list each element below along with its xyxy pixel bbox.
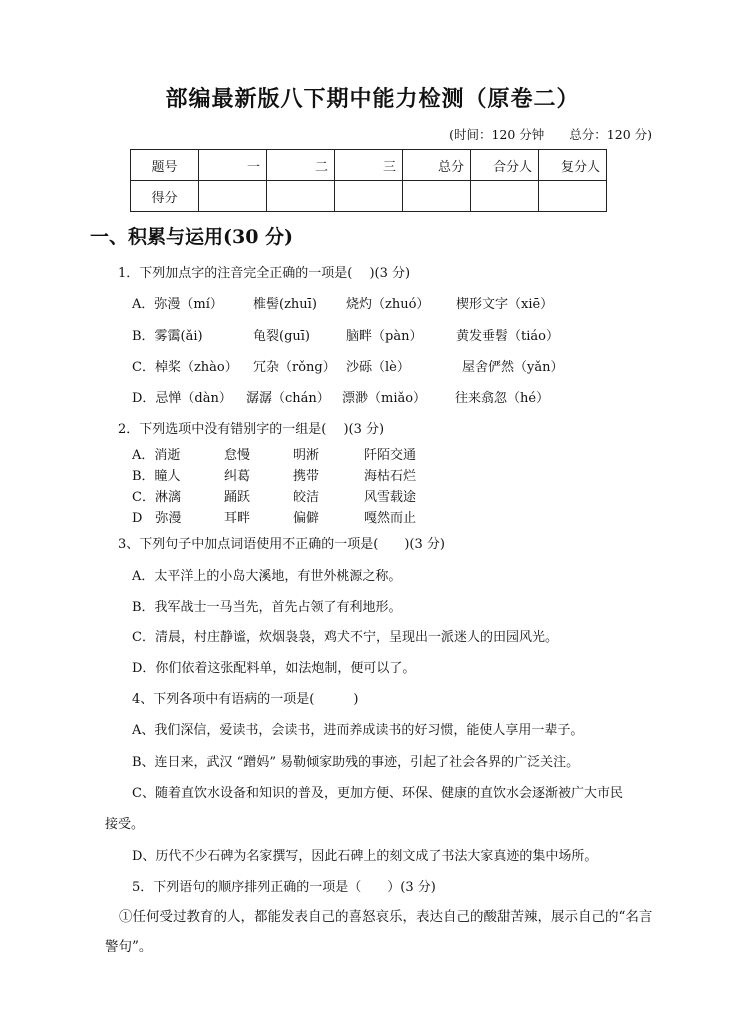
q4-option: B、连日来，武汉 “蹭妈” 易勒倾家助残的事迹，引起了社会各界的广泛关注。 (132, 755, 580, 770)
question-5-stem: 5．下列语句的顺序排列正确的一项是（ ）(3 分) (132, 880, 436, 895)
q1-option: A．弥漫（mí） (132, 297, 223, 312)
q1-option: 黄发垂髫（tiáo） (456, 329, 559, 344)
q4-option: C、随着直饮水设备和知识的普及，更加方便、环保、健康的直饮水会逐渐被广大市民 (132, 786, 623, 801)
score-entry-cell[interactable] (471, 181, 539, 212)
q2-option: 明淅 (293, 448, 320, 463)
q2-option: C．淋漓 (132, 490, 181, 505)
q2-option: 嘎然而止 (364, 511, 417, 526)
q1-option: 漂渺（miǎo） (342, 391, 427, 406)
q1-option: 沙砾（lè） (346, 360, 410, 375)
q2-option: D 弥漫 (132, 511, 182, 526)
q1-option: 潺潺（chán） (246, 391, 330, 406)
score-header-cell: 一 (199, 150, 267, 181)
q5-paragraph: ①任何受过教育的人，都能发表自己的喜怒哀乐，表达自己的酸甜苦辣，展示自己的“名言警句”。 (105, 909, 653, 955)
score-table-score-row (131, 181, 607, 212)
q4-option: D、历代不少石碑为名家撰写，因此石碑上的刻文成了书法大家真迹的集中场所。 (132, 849, 598, 864)
q1-option: 楔形文字（xiē） (456, 297, 554, 312)
q2-option: 怠慢 (224, 448, 251, 463)
q2-option: A．消逝 (132, 448, 181, 463)
score-entry-cell[interactable] (199, 181, 267, 212)
q1-option: 椎髻(zhuī) (253, 297, 317, 312)
score-entry-cell[interactable] (539, 181, 607, 212)
q2-option: 海枯石烂 (364, 469, 417, 484)
score-table-header-row (131, 150, 607, 181)
q3-option: D．你们依着这张配料单，如法炮制，便可以了。 (132, 661, 416, 676)
q2-option: 踊跃 (224, 490, 251, 505)
q1-option: 脑畔（pàn） (346, 329, 423, 344)
q2-option: 阡陌交通 (364, 448, 417, 463)
q2-option: 风雪载途 (364, 490, 417, 505)
score-row-label: 得分 (131, 181, 199, 212)
q3-option: C．清晨，村庄静谧，炊烟袅袅，鸡犬不宁，呈现出一派迷人的田园风光。 (132, 630, 558, 645)
q1-option: C．棹桨（zhào） (132, 360, 238, 375)
score-header-cell: 复分人 (539, 150, 607, 181)
q2-option: 皎洁 (293, 490, 320, 505)
q1-option: 龟裂(guī) (253, 329, 310, 344)
score-entry-cell[interactable] (403, 181, 471, 212)
q4-option-continued: 接受。 (105, 817, 145, 832)
q2-option: 耳畔 (224, 511, 251, 526)
score-header-cell: 题号 (131, 150, 199, 181)
question-3-stem: 3、下列句子中加点词语使用不正确的一项是( )(3 分) (118, 537, 445, 552)
q1-option: 冗杂（rǒng） (253, 360, 336, 375)
score-header-cell: 三 (335, 150, 403, 181)
score-table (130, 149, 607, 212)
q1-option: 屋舍俨然（yǎn） (462, 360, 564, 375)
q3-option: A．太平洋上的小岛大溪地，有世外桃源之称。 (132, 569, 402, 584)
q2-option: 纠葛 (224, 469, 251, 484)
time-info: (时间：120 分钟 总分：120 分) (449, 127, 652, 142)
section-title: 一、积累与运用(30 分) (90, 226, 294, 248)
q2-option: B．瞳人 (132, 469, 181, 484)
score-header-cell: 合分人 (471, 150, 539, 181)
q4-option: A、我们深信，爱读书，会读书，进而养成读书的好习惯，能使人享用一辈子。 (132, 723, 584, 738)
q1-option: D．忌惮（dàn） (132, 391, 232, 406)
page-title: 部编最新版八下期中能力检测（原卷二） (165, 86, 580, 112)
q2-option: 偏僻 (293, 511, 320, 526)
q1-option: B．雾霭(ǎi) (132, 329, 203, 344)
q2-option: 携带 (293, 469, 320, 484)
q3-option: B．我军战士一马当先，首先占领了有利地形。 (132, 600, 402, 615)
score-header-cell: 总分 (403, 150, 471, 181)
question-1-stem: 1．下列加点字的注音完全正确的一项是( )(3 分) (118, 266, 411, 281)
question-4-stem: 4、下列各项中有语病的一项是( ) (132, 692, 359, 707)
q1-option: 烧灼（zhuó） (346, 297, 430, 312)
q1-option: 往来翕忽（hé） (455, 391, 550, 406)
question-2-stem: 2．下列选项中没有错别字的一组是( )(3 分) (118, 422, 385, 437)
score-entry-cell[interactable] (267, 181, 335, 212)
score-entry-cell[interactable] (335, 181, 403, 212)
score-header-cell: 二 (267, 150, 335, 181)
